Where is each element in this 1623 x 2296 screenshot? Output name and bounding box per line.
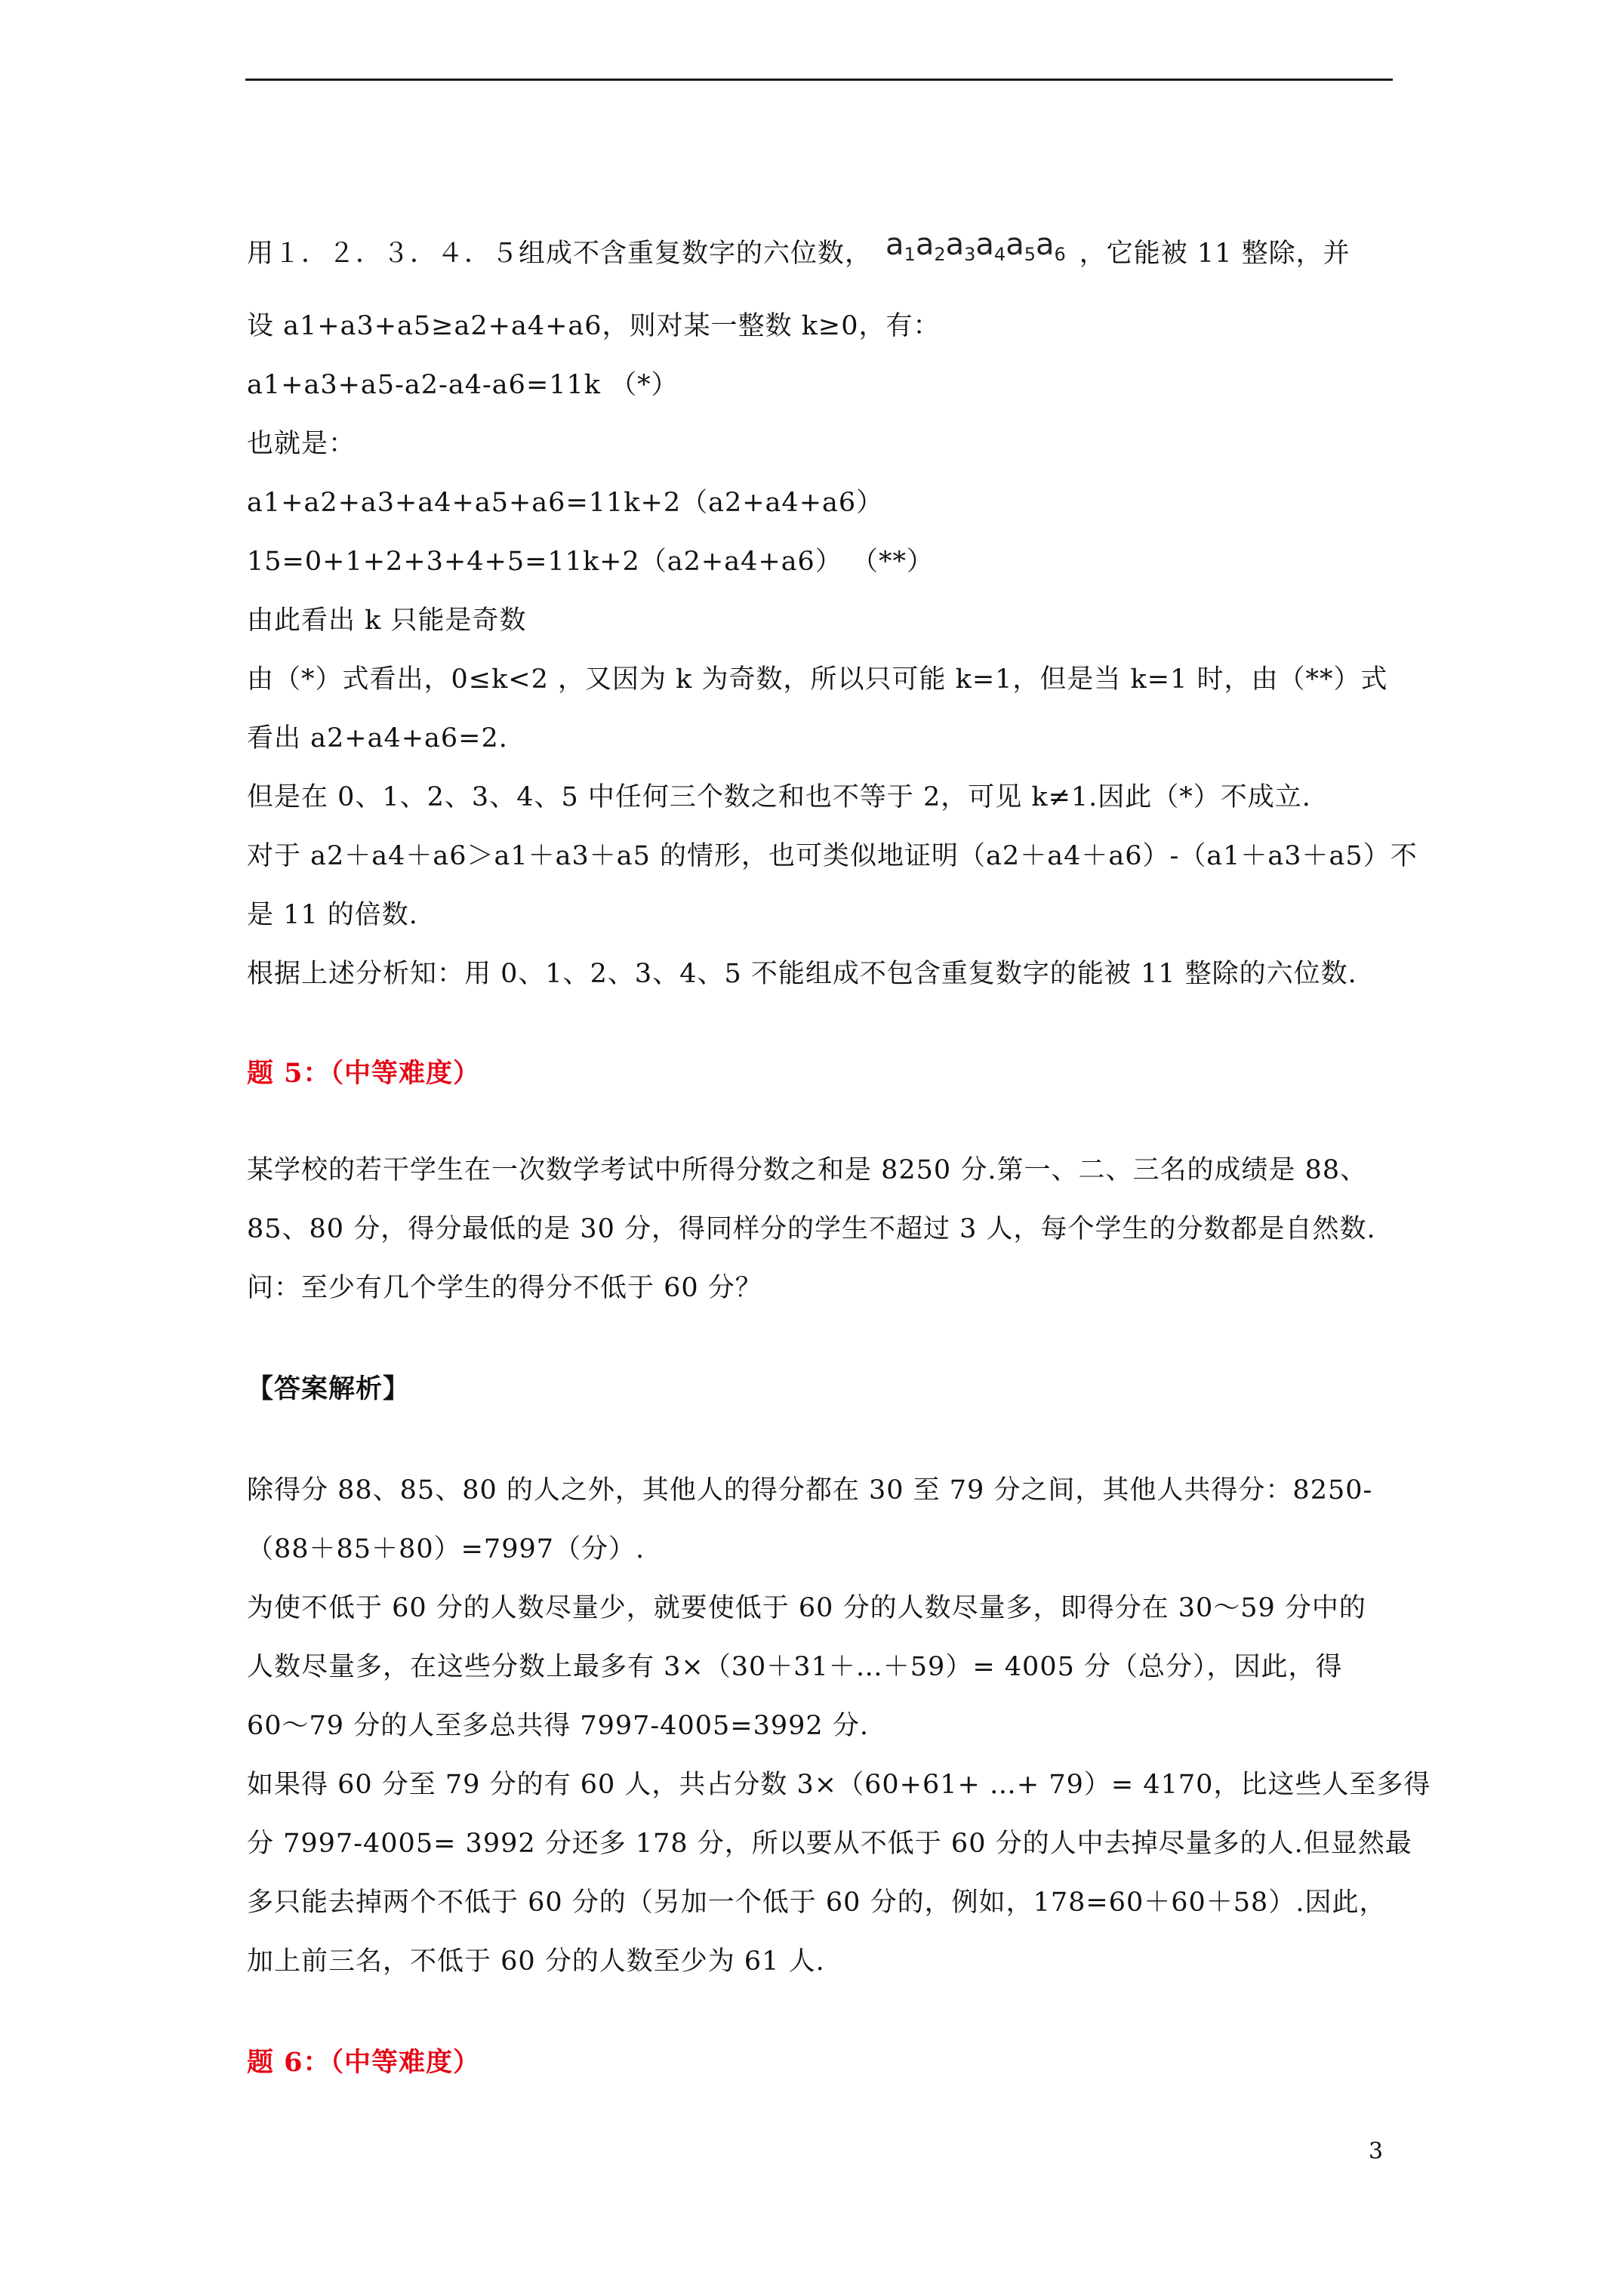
problem-5-line: 问：至少有几个学生的得分不低于 60 分？: [247, 1273, 762, 1303]
proof-line: 15=0+1+2+3+4+5=11k+2（a2+a4+a6） （**）: [247, 547, 934, 577]
proof-line: 是 11 的倍数.: [247, 900, 418, 930]
answer-line: 加上前三名，不低于 60 分的人数至少为 61 人.: [247, 1946, 825, 1977]
answer-line: 除得分 88、85、80 的人之外，其他人的得分都在 30 至 79 分之间，其他人共得分：8250-: [247, 1475, 1373, 1505]
proof-line: 设 a1+a3+a5≥a2+a4+a6，则对某一整数 k≥0，有：: [247, 311, 941, 341]
proof-line: 根据上述分析知：用 0、1、2、3、4、5 不能组成不包含重复数字的能被 11 整除的六位数.: [247, 959, 1357, 989]
proof-line-1-before: 用１．２．３．４．５组成不含重复数字的六位数，: [247, 239, 873, 269]
answer-line: （88＋85＋80）=7997（分）.: [247, 1534, 645, 1564]
answer-line: 多只能去掉两个不低于 60 分的（另加一个低于 60 分的，例如，178=60＋60＋58）.因此，: [247, 1888, 1387, 1918]
proof-line: 由（*）式看出，0≤k<2 ，又因为 k 为奇数，所以只可能 k=1，但是当 k=1 时，由（**）式: [247, 664, 1388, 695]
proof-line: a1+a3+a5-a2-a4-a6=11k （*）: [247, 370, 679, 400]
header-rule: [245, 79, 1393, 81]
answer-line: 如果得 60 分至 79 分的有 60 人，共占分数 3×（60+61+ …+ 79）= 4170，比这些人至多得: [247, 1770, 1431, 1800]
answer-line: 分 7997-4005= 3992 分还多 178 分，所以要从不低于 60 分的人中去掉尽量多的人.但显然最: [247, 1829, 1412, 1859]
answer-line: 人数尽量多，在这些分数上最多有 3×（30＋31＋…＋59）= 4005 分（总分），因此，得: [247, 1652, 1343, 1682]
proof-line: 看出 a2+a4+a6=2.: [247, 723, 508, 754]
problem-5-heading: 题 5：（中等难度）: [247, 1058, 481, 1089]
proof-line-1: [247, 227, 1350, 279]
proof-line: 但是在 0、1、2、3、4、5 中任何三个数之和也不等于 2，可见 k≠1.因此（*）不成立.: [247, 782, 1311, 812]
proof-line: 也就是：: [247, 429, 356, 459]
answer-heading: 【答案解析】: [247, 1373, 411, 1404]
proof-line: 由此看出 k 只能是奇数: [247, 606, 527, 636]
proof-line-1-after: ，它能被 11 整除，并: [1079, 239, 1350, 269]
answer-line: 60～79 分的人至多总共得 7997-4005=3992 分.: [247, 1711, 869, 1741]
page-number: 3: [1369, 2138, 1384, 2165]
problem-5-line: 某学校的若干学生在一次数学考试中所得分数之和是 8250 分.第一、二、三名的成绩是 88、: [247, 1155, 1368, 1185]
problem-5-line: 85、80 分，得分最低的是 30 分，得同样分的学生不超过 3 人，每个学生的分数都是自然数.: [247, 1214, 1376, 1244]
answer-line: 为使不低于 60 分的人数尽量少，就要使低于 60 分的人数尽量多，即得分在 30～59 分中的: [247, 1593, 1366, 1623]
digit-sequence-formula: $a_1a_2a_3a_4a_5a_6$: [885, 227, 1066, 265]
proof-line: 对于 a2＋a4＋a6＞a1＋a3＋a5 的情形，也可类似地证明（a2＋a4＋a6）-（a1＋a3＋a5）不: [247, 841, 1418, 871]
problem-6-heading: 题 6：（中等难度）: [247, 2047, 481, 2078]
proof-line: a1+a2+a3+a4+a5+a6=11k+2（a2+a4+a6）: [247, 488, 884, 518]
